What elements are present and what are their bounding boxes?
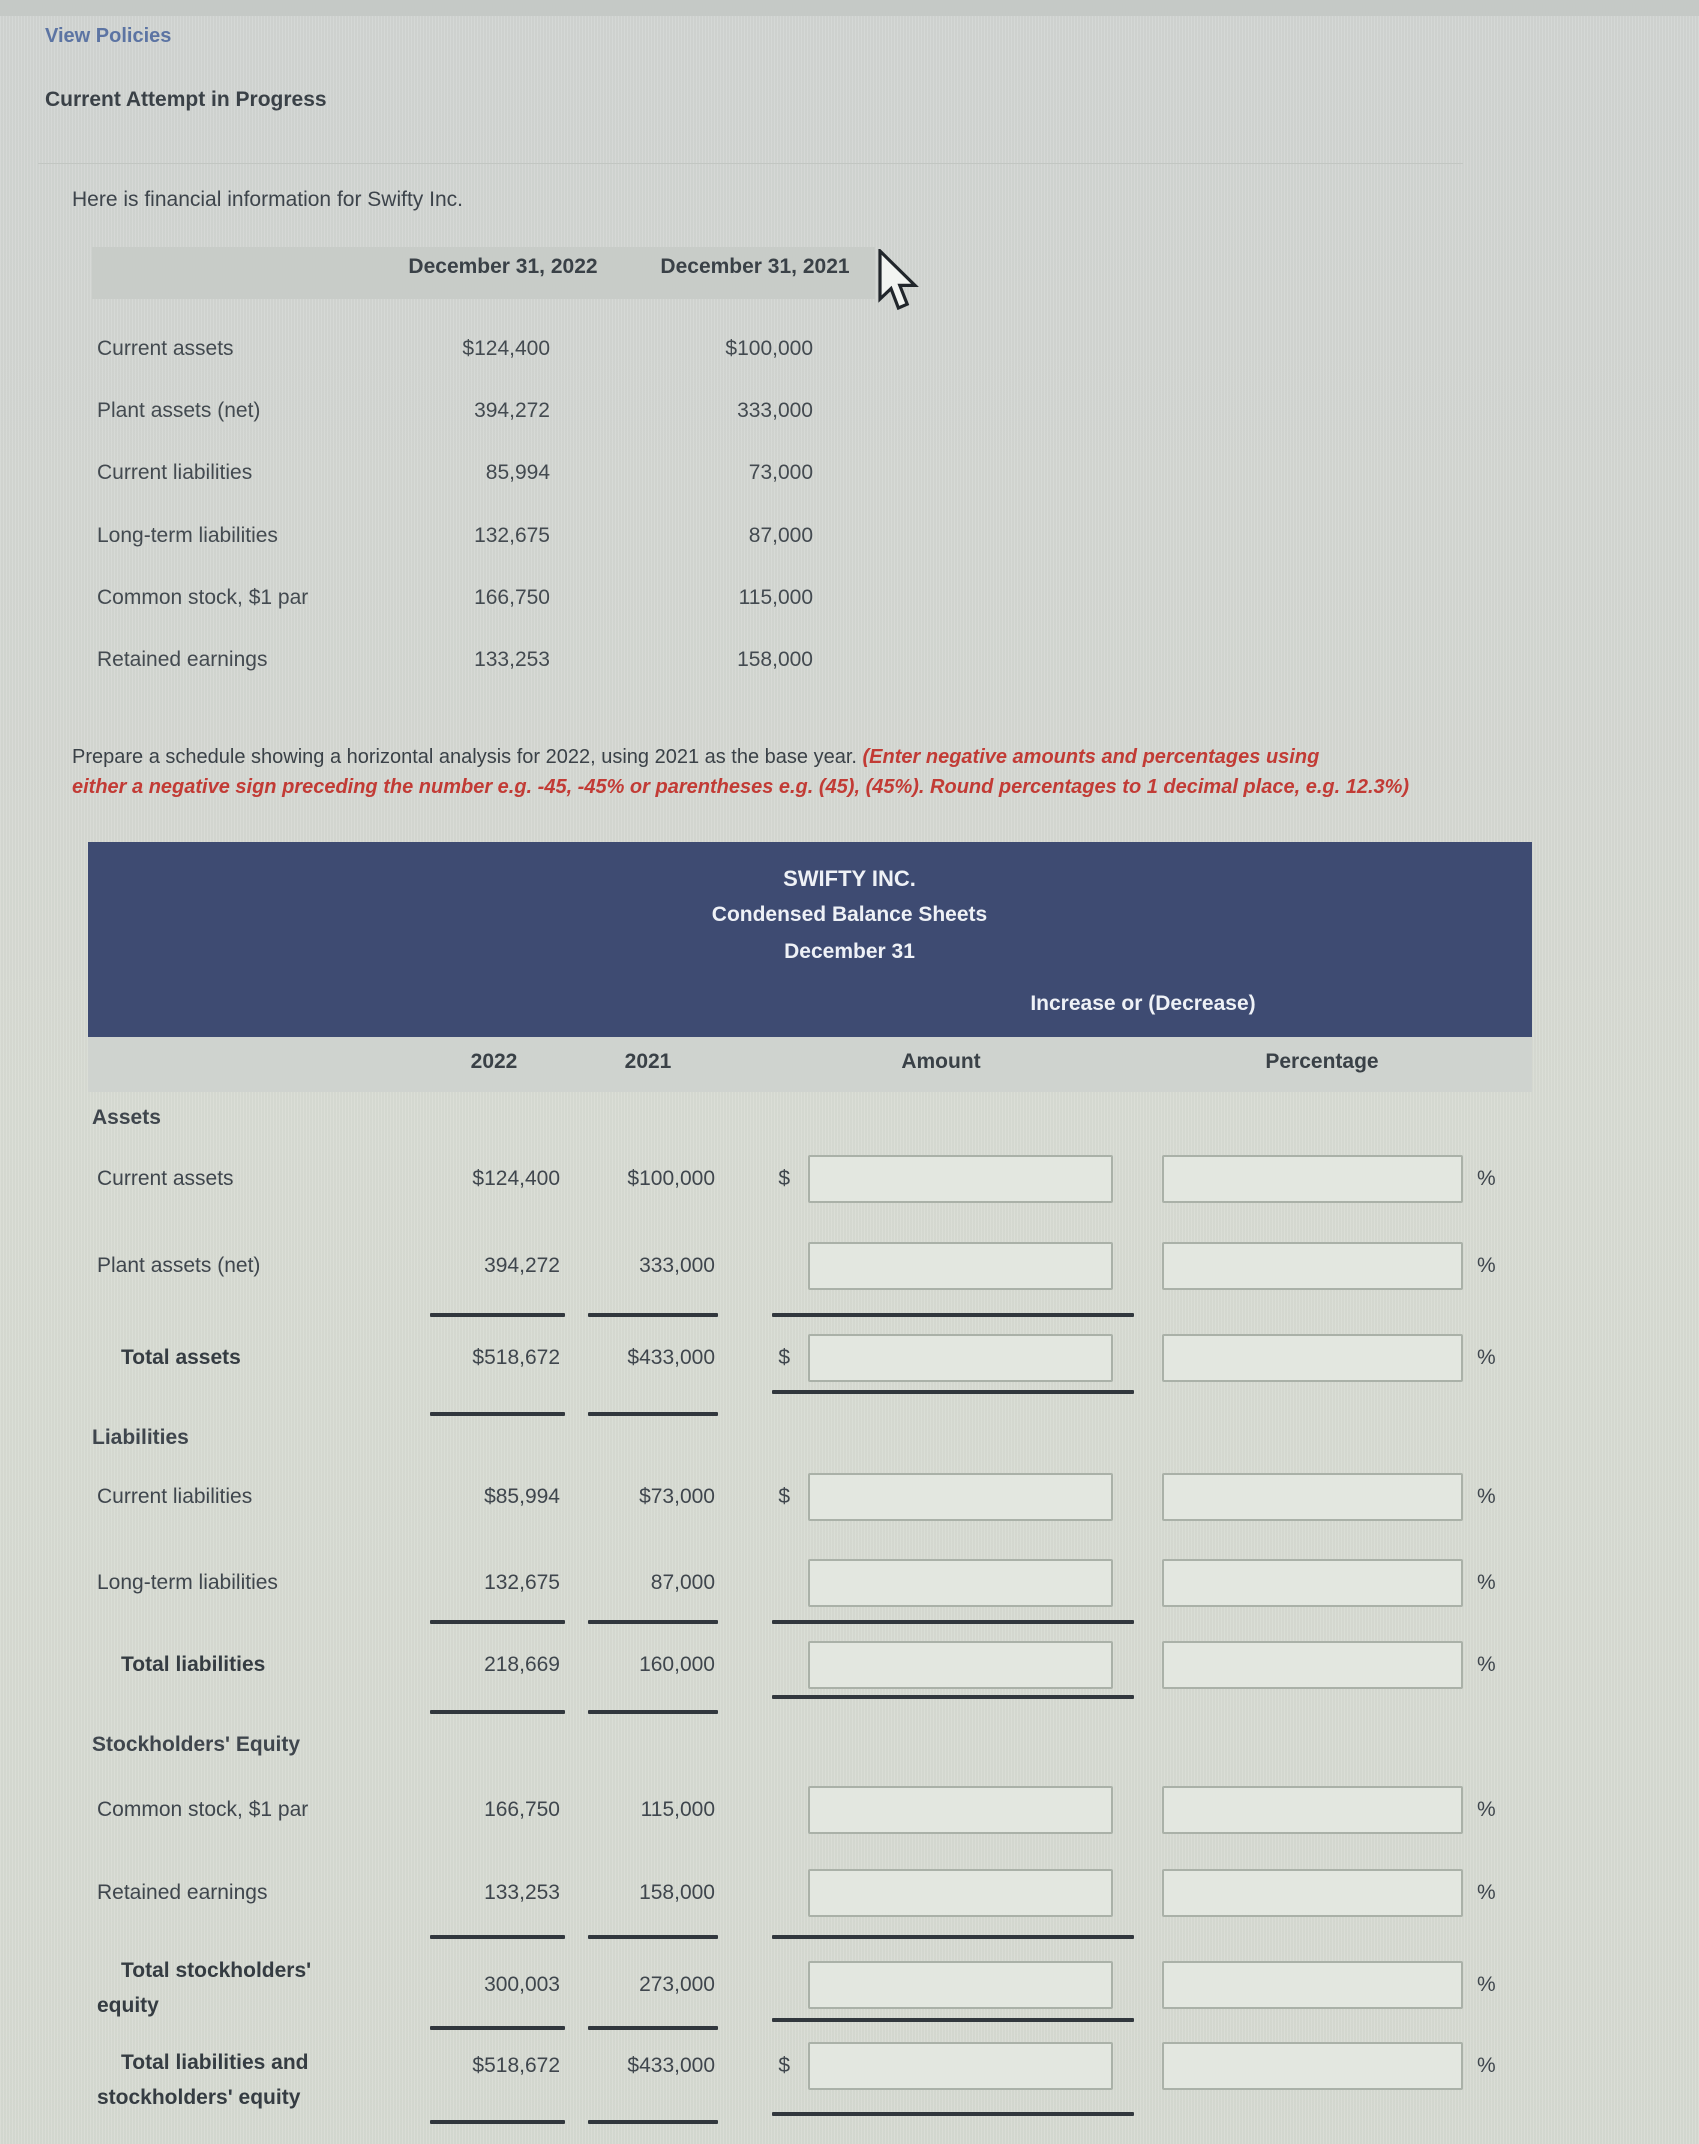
rule	[588, 2026, 718, 2030]
section-label: Liabilities	[92, 1426, 189, 1449]
rule	[430, 2026, 565, 2030]
company-name: SWIFTY INC.	[783, 866, 916, 891]
amount-input[interactable]	[808, 1559, 1113, 1607]
rule	[588, 1710, 718, 1714]
section-header-equity	[0, 1730, 1699, 1760]
rule	[588, 1412, 718, 1416]
instructions-plain: Prepare a schedule showing a horizontal analysis for 2022, using 2021 as the base year.	[72, 746, 863, 768]
info-row-label: Plant assets (net)	[97, 399, 261, 422]
rule	[772, 1620, 1134, 1624]
rule	[430, 1935, 565, 1939]
section-header-liabilities	[0, 1423, 1699, 1453]
percentage-input[interactable]	[1162, 1473, 1463, 1521]
row-label: Current liabilities	[97, 1485, 253, 1508]
info-row-value-2022: 133,253	[474, 648, 550, 671]
section-label: Stockholders' Equity	[92, 1733, 301, 1756]
rule	[772, 1390, 1134, 1394]
amount-input[interactable]	[808, 1641, 1113, 1689]
row-label: Current assets	[97, 1167, 234, 1190]
info-row-value-2022: 394,272	[474, 399, 550, 422]
rule	[430, 1313, 565, 1317]
info-row-label: Long-term liabilities	[97, 524, 278, 547]
percentage-input[interactable]	[1162, 1641, 1463, 1689]
percent-sign: %	[1477, 1653, 1496, 1676]
rule	[588, 2120, 718, 2124]
amount-input[interactable]	[808, 2042, 1113, 2090]
mouse-cursor-icon	[876, 249, 922, 319]
bs-row-retained-earnings	[0, 1868, 1699, 1918]
percent-sign: %	[1477, 1254, 1496, 1277]
info-row-label: Current assets	[97, 337, 234, 360]
increase-decrease-label: Increase or (Decrease)	[1030, 992, 1256, 1015]
value-2022: 394,272	[484, 1254, 560, 1277]
value-2021: 273,000	[639, 1973, 715, 1996]
row-label: Total stockholders' equity	[97, 1959, 312, 2017]
info-row-value-2022: 132,675	[474, 524, 550, 547]
dollar-sign: $	[778, 2054, 790, 2077]
value-2021: 115,000	[640, 1798, 715, 1821]
row-label: Retained earnings	[97, 1881, 268, 1904]
bs-row-total-equity	[0, 1959, 1699, 2017]
percent-sign: %	[1477, 1571, 1496, 1594]
amount-input[interactable]	[808, 1869, 1113, 1917]
value-2022: 166,750	[484, 1798, 560, 1821]
row-label: Long-term liabilities	[97, 1571, 278, 1594]
value-2021: 87,000	[650, 1571, 715, 1594]
info-row-value-2021: 87,000	[748, 524, 813, 547]
section-divider	[38, 163, 1463, 164]
info-row-label: Common stock, $1 par	[97, 586, 309, 609]
attempt-heading: Current Attempt in Progress	[45, 88, 327, 111]
info-table-row	[0, 334, 1699, 364]
row-label: Common stock, $1 par	[97, 1798, 309, 1821]
top-strip	[0, 0, 1699, 16]
section-label: Assets	[92, 1106, 161, 1129]
dollar-sign: $	[778, 1346, 790, 1369]
col-percentage: Percentage	[1265, 1050, 1379, 1073]
info-table-row	[0, 396, 1699, 426]
value-2022: $518,672	[472, 2054, 560, 2077]
info-table-header-2022: December 31, 2022	[408, 255, 598, 278]
rule	[430, 2120, 565, 2124]
bs-row-common-stock	[0, 1785, 1699, 1835]
rule	[430, 1620, 565, 1624]
rule	[772, 1313, 1134, 1317]
bs-row-total-assets	[0, 1333, 1699, 1383]
row-label: Total liabilities	[121, 1653, 266, 1676]
rule	[588, 1935, 718, 1939]
instructions-text	[72, 742, 1409, 802]
col-2021: 2021	[624, 1050, 672, 1073]
bs-row-current-assets	[0, 1154, 1699, 1204]
rule	[430, 1710, 565, 1714]
info-table-row	[0, 583, 1699, 613]
info-row-value-2021: 333,000	[737, 399, 813, 422]
amount-input[interactable]	[808, 1155, 1113, 1203]
percentage-input[interactable]	[1162, 1242, 1463, 1290]
value-2021: $433,000	[627, 2054, 715, 2077]
info-table-row	[0, 645, 1699, 675]
amount-input[interactable]	[808, 1242, 1113, 1290]
rule	[430, 1412, 565, 1416]
value-2021: $100,000	[627, 1167, 715, 1190]
info-table-row	[0, 458, 1699, 488]
instructions-red-line2: either a negative sign preceding the number e.g. -45, -45% or parentheses e.g. (45), (45%). Round percentages to 1 decimal place, e.g. 12.3%)	[72, 776, 1410, 798]
percentage-input[interactable]	[1162, 1786, 1463, 1834]
amount-input[interactable]	[808, 1473, 1113, 1521]
statement-date: December 31	[784, 940, 915, 963]
info-row-value-2021: 115,000	[738, 586, 813, 609]
rule	[772, 1935, 1134, 1939]
percent-sign: %	[1477, 1798, 1496, 1821]
rule	[588, 1313, 718, 1317]
value-2022: $518,672	[472, 1346, 560, 1369]
col-amount: Amount	[901, 1050, 981, 1073]
info-row-value-2022: $124,400	[462, 337, 550, 360]
info-row-value-2021: 158,000	[737, 648, 813, 671]
rule	[772, 2112, 1134, 2116]
info-row-value-2022: 166,750	[474, 586, 550, 609]
percent-sign: %	[1477, 1485, 1496, 1508]
percentage-input[interactable]	[1162, 1961, 1463, 2009]
intro-text: Here is financial information for Swifty Inc.	[72, 188, 463, 211]
instructions-red-line1: (Enter negative amounts and percentages using	[862, 746, 1320, 768]
percentage-input[interactable]	[1162, 1559, 1463, 1607]
dollar-sign: $	[778, 1485, 790, 1508]
percent-sign: %	[1477, 1346, 1496, 1369]
value-2022: 132,675	[484, 1571, 560, 1594]
statement-title: Condensed Balance Sheets	[711, 903, 988, 926]
percent-sign: %	[1477, 1167, 1496, 1190]
info-row-value-2021: 73,000	[748, 461, 813, 484]
value-2022: 133,253	[484, 1881, 560, 1904]
bs-row-plant-assets	[0, 1241, 1699, 1291]
view-policies-link[interactable]: View Policies	[45, 25, 172, 47]
row-label: Total liabilities and stockholders' equity	[97, 2051, 309, 2109]
percent-sign: %	[1477, 1881, 1496, 1904]
value-2021: 158,000	[639, 1881, 715, 1904]
percent-sign: %	[1477, 2054, 1496, 2077]
value-2022: $124,400	[472, 1167, 560, 1190]
amount-input[interactable]	[808, 1334, 1113, 1382]
col-2022: 2022	[470, 1050, 518, 1073]
rule	[588, 1620, 718, 1624]
value-2022: 218,669	[484, 1653, 560, 1676]
bs-row-current-liabilities	[0, 1472, 1699, 1522]
amount-input[interactable]	[808, 1786, 1113, 1834]
percentage-input[interactable]	[1162, 2042, 1463, 2090]
info-row-value-2021: $100,000	[725, 337, 813, 360]
percent-sign: %	[1477, 1973, 1496, 1996]
bs-row-total-liabilities	[0, 1640, 1699, 1690]
rule	[772, 1695, 1134, 1699]
info-row-label: Retained earnings	[97, 648, 268, 671]
value-2022: $85,994	[484, 1485, 560, 1508]
row-label: Plant assets (net)	[97, 1254, 261, 1277]
value-2021: $73,000	[639, 1485, 715, 1508]
info-table-row	[0, 521, 1699, 551]
value-2022: 300,003	[484, 1973, 560, 1996]
percentage-input[interactable]	[1162, 1334, 1463, 1382]
row-label: Total assets	[121, 1346, 241, 1369]
bs-row-total-liabilities-equity	[0, 2041, 1699, 2109]
value-2021: 160,000	[639, 1653, 715, 1676]
percentage-input[interactable]	[1162, 1869, 1463, 1917]
info-row-label: Current liabilities	[97, 461, 253, 484]
info-row-value-2022: 85,994	[485, 461, 550, 484]
dollar-sign: $	[778, 1167, 790, 1190]
section-header-assets	[0, 1103, 1699, 1133]
rule	[772, 2018, 1134, 2022]
value-2021: $433,000	[627, 1346, 715, 1369]
bs-row-longterm-liabilities	[0, 1558, 1699, 1608]
percentage-input[interactable]	[1162, 1155, 1463, 1203]
info-table-header-2021: December 31, 2021	[660, 255, 850, 278]
value-2021: 333,000	[639, 1254, 715, 1277]
amount-input[interactable]	[808, 1961, 1113, 2009]
